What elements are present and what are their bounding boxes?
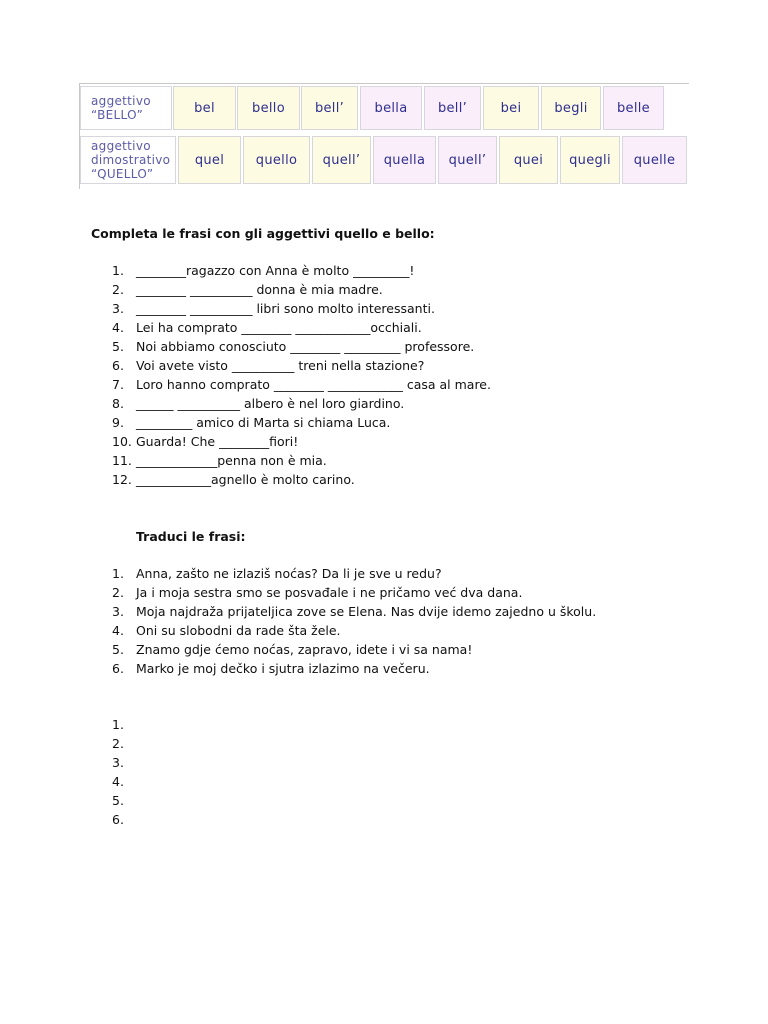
table-cell: bell’: [424, 86, 481, 130]
item-text: Znamo gdje ćemo noćas, zapravo, idete i vi sa nama!: [136, 642, 473, 657]
item-text: _____________penna non è mia.: [136, 453, 327, 468]
item-number: 4.: [112, 623, 124, 638]
table-cell: belle: [603, 86, 664, 130]
item-text: ________ __________ donna è mia madre.: [136, 282, 383, 297]
item-number: 1.: [112, 717, 124, 732]
item-text: Marko je moj dečko i sjutra izlazimo na večeru.: [136, 661, 430, 676]
item-text: Voi avete visto __________ treni nella stazione?: [136, 358, 425, 373]
item-number: 1.: [112, 566, 124, 581]
item-text: Oni su slobodni da rade šta žele.: [136, 623, 341, 638]
table-cell: bella: [360, 86, 422, 130]
table-cell: quel: [178, 136, 241, 184]
table-cell: quello: [243, 136, 310, 184]
adjective-table: [79, 83, 689, 189]
item-number: 5.: [112, 642, 124, 657]
exercise2-title: Traduci le frasi:: [136, 529, 246, 544]
item-number: 2.: [112, 282, 124, 297]
table-cell: quell’: [312, 136, 371, 184]
item-text: Loro hanno comprato ________ ____________ casa al mare.: [136, 377, 491, 392]
item-number: 4.: [112, 320, 124, 335]
item-text: Anna, zašto ne izlaziš noćas? Da li je sve u redu?: [136, 566, 442, 581]
item-number: 9.: [112, 415, 124, 430]
item-text: ____________agnello è molto carino.: [136, 472, 355, 487]
item-number: 3.: [112, 604, 124, 619]
exercise1-title: Completa le frasi con gli aggettivi quello e bello:: [91, 226, 435, 241]
item-text: Guarda! Che ________fiori!: [136, 434, 299, 449]
item-text: Lei ha comprato ________ ____________occhiali.: [136, 320, 422, 335]
table-cell: bello: [237, 86, 300, 130]
table-cell: bell’: [301, 86, 358, 130]
table-cell: quella: [373, 136, 436, 184]
item-number: 5.: [112, 339, 124, 354]
item-number: 11.: [112, 453, 132, 468]
item-number: 6.: [112, 358, 124, 373]
table-cell: quegli: [560, 136, 620, 184]
row-label-quello: aggettivo dimostrativo “QUELLO”: [80, 136, 176, 184]
row-label-bello: aggettivo “BELLO”: [80, 86, 172, 130]
item-text: Noi abbiamo conosciuto ________ _________ professore.: [136, 339, 475, 354]
item-text: ________ __________ libri sono molto interessanti.: [136, 301, 435, 316]
table-cell: quell’: [438, 136, 497, 184]
item-text: _________ amico di Marta si chiama Luca.: [136, 415, 391, 430]
item-number: 8.: [112, 396, 124, 411]
item-text: Moja najdraža prijateljica zove se Elena. Nas dvije idemo zajedno u školu.: [136, 604, 597, 619]
item-number: 7.: [112, 377, 124, 392]
item-number: 3.: [112, 301, 124, 316]
item-number: 10.: [112, 434, 132, 449]
item-number: 6.: [112, 661, 124, 676]
item-text: ________ragazzo con Anna è molto _________!: [136, 263, 415, 278]
item-number: 6.: [112, 812, 124, 827]
table-cell: begli: [541, 86, 601, 130]
table-cell: bei: [483, 86, 539, 130]
table-cell: quelle: [622, 136, 687, 184]
item-text: Ja i moja sestra smo se posvađale i ne pričamo već dva dana.: [136, 585, 523, 600]
item-number: 5.: [112, 793, 124, 808]
table-cell: bel: [173, 86, 236, 130]
item-text: ______ __________ albero è nel loro giardino.: [136, 396, 405, 411]
table-cell: quei: [499, 136, 558, 184]
item-number: 2.: [112, 736, 124, 751]
item-number: 4.: [112, 774, 124, 789]
item-number: 3.: [112, 755, 124, 770]
item-number: 2.: [112, 585, 124, 600]
item-number: 12.: [112, 472, 132, 487]
item-number: 1.: [112, 263, 124, 278]
